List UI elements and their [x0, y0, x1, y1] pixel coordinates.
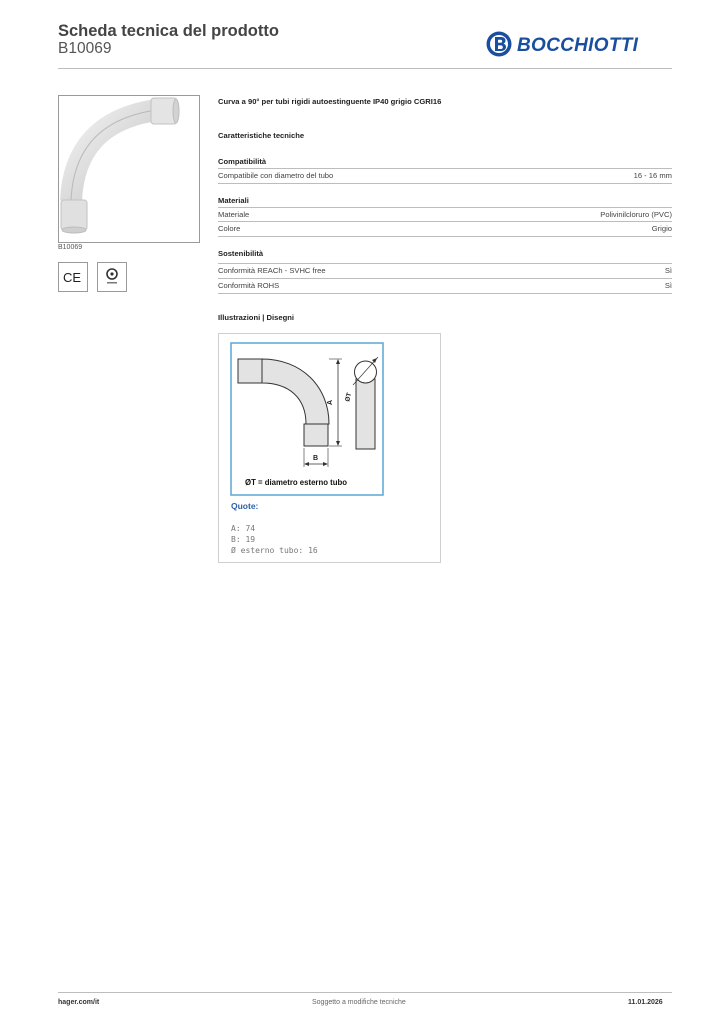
spec-row — [218, 263, 672, 278]
spec-value: Polivinilcloruro (PVC) — [600, 210, 672, 219]
technical-drawing-panel — [218, 333, 441, 563]
section-title-materials: Materiali — [218, 196, 249, 205]
specs-heading: Caratteristiche tecniche — [218, 131, 305, 140]
imq-mark-icon — [97, 262, 127, 292]
ce-mark-icon — [58, 262, 88, 292]
header-divider — [58, 68, 672, 69]
brand-logo — [486, 30, 668, 58]
photo-caption: B10069 — [58, 244, 83, 251]
quote-a: A: 74 — [231, 524, 256, 533]
product-description: Curva a 90° per tubi rigidi autoestinguente IP40 grigio CGRI16 — [218, 97, 442, 106]
spec-value: Grigio — [651, 224, 672, 233]
quote-title: Quote: — [231, 501, 259, 511]
product-code: B10069 — [58, 40, 112, 57]
brand-wordmark: BOCCHIOTTI — [517, 35, 639, 56]
footer-website-link[interactable]: hager.com/it — [58, 999, 100, 1006]
illustrations-heading: Illustrazioni | Disegni — [218, 313, 294, 322]
spec-key: Conformità ROHS — [218, 281, 280, 290]
spec-value: Sì — [664, 266, 672, 275]
spec-value: Sì — [664, 281, 672, 290]
spec-key: Conformità REACh - SVHC free — [218, 266, 326, 275]
dimension-b-label: B — [313, 455, 319, 462]
bocchiotti-logo-icon — [486, 30, 668, 58]
product-photo — [58, 95, 200, 243]
dimension-a-label: A — [327, 399, 334, 405]
quote-b: B: 19 — [231, 535, 256, 544]
footer-divider — [58, 992, 672, 993]
page-title: Scheda tecnica del prodotto — [58, 22, 279, 40]
spec-row — [218, 168, 672, 184]
section-title-sustainability: Sostenibilità — [218, 249, 264, 258]
spec-value: 16 - 16 mm — [633, 171, 672, 180]
spec-key: Compatibile con diametro del tubo — [218, 171, 334, 180]
spec-row — [218, 278, 672, 294]
quote-outer-diameter: Ø esterno tubo: 16 — [231, 546, 318, 555]
ce-mark-label: CE — [63, 270, 82, 285]
spec-row — [218, 207, 672, 222]
section-title-compatibility: Compatibilità — [218, 157, 267, 166]
footer-notice: Soggetto a modifiche tecniche — [312, 999, 406, 1006]
spec-row — [218, 221, 672, 237]
spec-key: Materiale — [218, 210, 250, 219]
elbow-drawing — [219, 334, 440, 562]
drawing-legend: ØT = diametro esterno tubo — [245, 478, 348, 487]
footer-date: 11.01.2026 — [628, 999, 663, 1006]
dimension-t-label: ØT — [344, 391, 354, 403]
spec-key: Colore — [218, 224, 241, 233]
